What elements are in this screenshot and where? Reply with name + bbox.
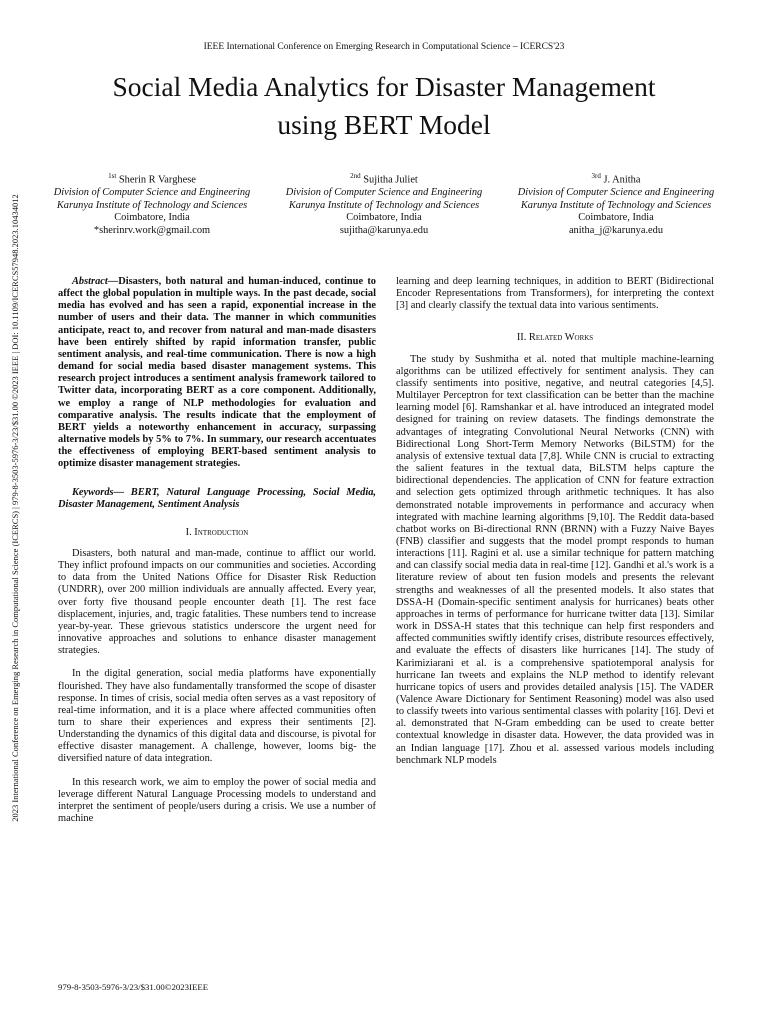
author-block-2 [284, 170, 484, 237]
author-name: $^{2nd}$ Sujitha Juliet [350, 172, 418, 186]
author-dept: Division of Computer Science and Engineering [285, 187, 483, 199]
related-paragraph-1: The study by Sushmitha et al. noted that multiple machine-learning algorithms can be utilized effectively for sentiment analysis. They can classify sentiments into positive, negative, and neutral categories [4,5]. Multilayer Perceptron for text classification can be better than the machine learning model [6]. Ramshankar et al. have introduced an integrated model designed for training on review datasets. The findings demonstrate the advantages of integrating Convolutional Neural Networks (CNN) with Bidirectional Long Short-Term Memory Networks (BiLSTM) for the analysis of extensive textual data [7,8]. While CNN is crucial to extracting the salient features in the textual data, BiLSTM helps capture the bidirectional dependencies. The application of CNN for feature extraction and selection gets optimized through arithmetic techniques. It has also demonstrated notable improvements in performance and accuracy when integrated with machine learning algorithms [9,10]. The Reddit data-based chatbot works on Bi-directional RNN (BRNN) with a Fuzzy Naive Bayes (FNB) classifier and suggests that the model prompt responds to human interactions [11]. Ragini et al. use a similar technique for pattern matching and can classify social media data in real-time [12]. Gandhi et al.'s work is a literature review of about ten fusion models and presents the relevant strengths and weaknesses of all the presented models. It also states that DSSA-H (Domain-specific sentiment analysis for hurricanes) beats other approaches in terms of performance for hurricane twitter data [13]. Similar work in DSSA-H states that this technique can help first responders and affected communities swiftly identify crises, distribute resources effectively, and evaluate the effects of disasters like hurricanes [14]. The study of Karimiziarani et al. is a comprehensive spatiotemporal analysis for hurricane Ian tweets and explains the NLP method to identify relevant hurricane topics of users and provides detailed analysis [15]. The VADER (Valence Aware Dictionary for Sentiment Reasoning) model was also used to classify tweets into various sentimental classes with polarity [16]. Devi et al. demonstrated that N-Gram embedding can be used to create better contextual knowledge in disaster data. However, the data provided was in an Indian language [17]. Zhou et al. assessed various models including benchmark NLP models [396, 353, 714, 766]
abstract-label: Abstract [72, 276, 108, 287]
intro-paragraph-3: In this research work, we aim to employ the power of social media and leverage different Natural Language Processing models to understand and interpret the sentiment of people/users during a crisis. We use a number of machine [58, 776, 376, 825]
paper-title [40, 68, 728, 144]
author-institution: Karunya Institute of Technology and Sciences [56, 199, 248, 211]
author-email[interactable]: sujitha@karunya.edu [339, 224, 429, 236]
author-location: Coimbatore, India [578, 212, 654, 224]
author-name: $^{1st}$ Sherin R Varghese [108, 172, 196, 186]
abstract-paragraph [58, 276, 376, 471]
author-institution: Karunya Institute of Technology and Sciences [288, 199, 480, 211]
right-column [396, 276, 714, 767]
author-dept: Division of Computer Science and Engineering [53, 187, 251, 199]
author-email[interactable]: *sherinrv.work@gmail.com [93, 224, 211, 236]
keywords-label: Keywords [72, 486, 114, 498]
author-location: Coimbatore, India [346, 212, 422, 224]
author-location: Coimbatore, India [114, 212, 190, 224]
keywords-text: — BERT, Natural Language Processing, Social Media, Disaster Management, Sentiment Analysis [58, 486, 376, 510]
abstract-text: —Disasters, both natural and human-induced, continue to affect the global population in multiple ways. In the past decade, social media has evolved and has seen a rapid, exponential increase in the number of users and their data. The manner in which communities anticipate, react to, and recover from natural and man-made disasters have been entirely shifted by rapid information transfer, public sentiment analysis, and real-time communication. There is now a high demand for social media based disaster management systems. This research project introduces a sentiment analysis framework tailored to Twitter data, incorporating BERT as a core component. Additionally, we employ a range of NLP methodologies for evaluation and comparative analysis. The results indicate that the employment of BERT yields a noteworthy enhancement in accuracy, surpassing alternative models by 5% to 7%. In summary, our research accentuates the effectiveness of employing BERT-based sentiment analysis to optimize disaster management strategies. [58, 276, 376, 470]
author-block-3 [516, 170, 716, 237]
col2-paragraph-1: learning and deep learning techniques, in addition to BERT (Bidirectional Encoder Representations from Transformers), for interpreting the context [3] and clearly classify the textual data into various sentiments. [396, 276, 714, 312]
side-doi-text: 2023 International Conference on Emerging Research in Computational Science (ICERCS) | 979-8-3503-5976-3/23/$31.00 ©2023 IEEE | DOI: 10.1109/ICERCS57948.2023.10434012 [10, 194, 20, 822]
section-heading-related-works: II. Related Works [516, 332, 594, 344]
intro-paragraph-2: In the digital generation, social media platforms have exponentially flourished. They have also fundamentally transformed the scope of disaster response. In times of crisis, social media often serves as a vast repository of real-time information, and it is a place where affected communities often turn to share their experiences and express their sentiments [2]. Understanding the dynamics of this digital data and discourse, is pivotal for effective disaster management. A challenge, however, looms big- the diversified nature of data integration. [58, 668, 376, 765]
side-doi-note [4, 148, 26, 868]
title-line-2: using BERT Model [277, 109, 491, 140]
author-block-1 [52, 170, 252, 237]
section-heading-introduction: I. Introduction [185, 526, 249, 538]
author-institution: Karunya Institute of Technology and Sciences [520, 199, 712, 211]
keywords-paragraph [58, 487, 376, 511]
author-name: $^{3rd}$ J. Anitha [591, 172, 641, 186]
conference-header: IEEE International Conference on Emerging Research in Computational Science – ICERCS'23 [203, 42, 565, 52]
author-dept: Division of Computer Science and Engineering [517, 187, 715, 199]
footer-copyright: 979-8-3503-5976-3/23/$31.00©2023IEEE [58, 982, 209, 992]
left-column [58, 276, 376, 825]
author-email[interactable]: anitha_j@karunya.edu [568, 224, 664, 236]
title-line-1: Social Media Analytics for Disaster Management [112, 71, 656, 102]
intro-paragraph-1: Disasters, both natural and man-made, continue to afflict our world. They inflict profound impacts on our communities and societies. According to data from the United Nations Office for Disaster Risk Reduction (UNDRR), over 200 million individuals are annually affected. Every year, over forty five thousand people encounter death [1]. The rest face displacement, injuries, and, tragic fatalities. These numbers tend to increase year-by-year. These grievous statistics underscore the urgent need for innovative approaches and solutions to enhance disaster management strategies. [58, 547, 376, 657]
